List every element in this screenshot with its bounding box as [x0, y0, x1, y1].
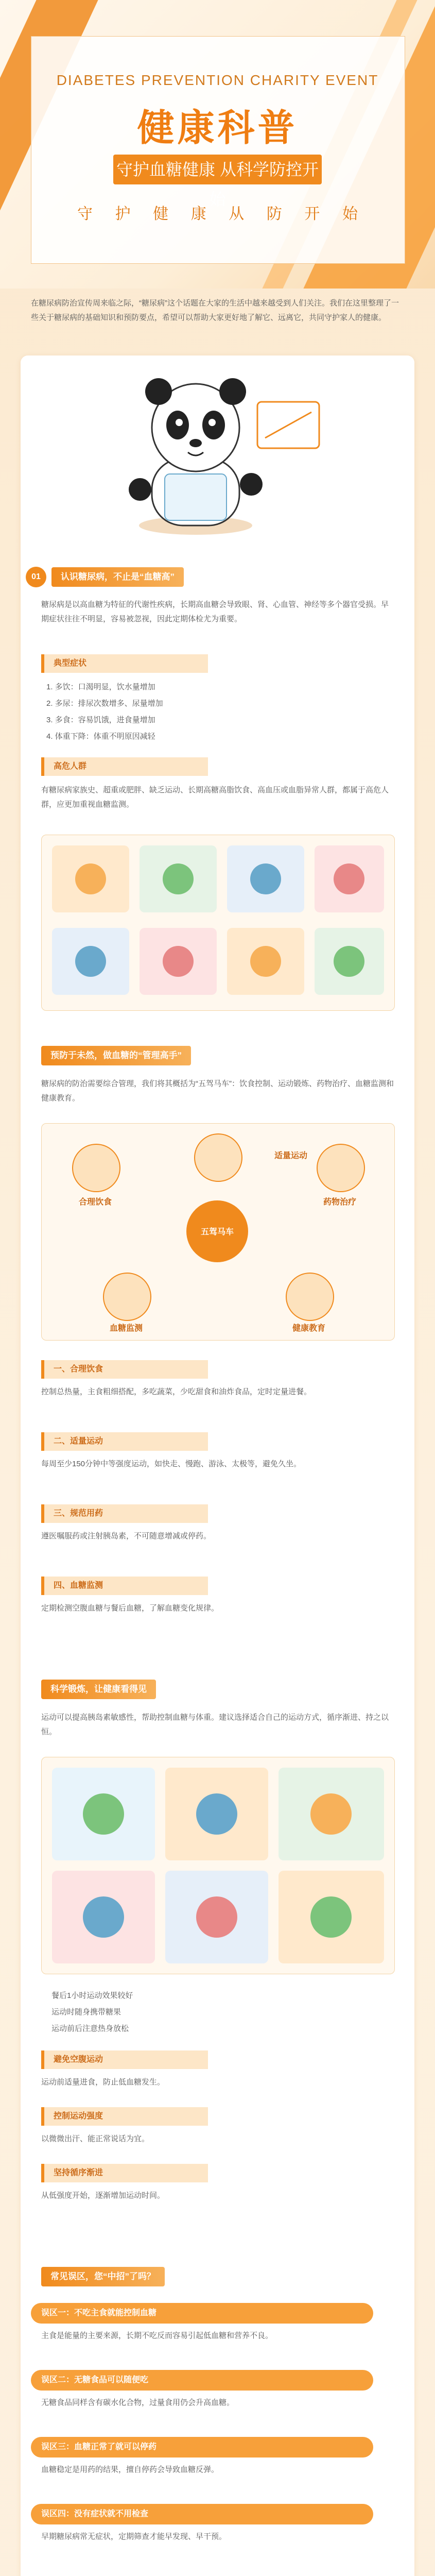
list-item: 4. 体重下降：体重不明原因减轻	[46, 732, 155, 741]
diagram-node	[103, 1273, 151, 1321]
myth-answer: 早期糖尿病常无症状，定期筛查才能早发现、早干预。	[41, 2532, 227, 2541]
diagram-node	[194, 1133, 242, 1182]
diagram-node-label: 合理饮食	[78, 1198, 112, 1207]
subheading-bar: 一、合理饮食	[41, 1360, 208, 1379]
section-text: 遵医嘱服药或注射胰岛素，不可随意增减或停药。	[41, 1532, 212, 1540]
subheading-bar: 典型症状	[41, 654, 208, 673]
illustration-group	[41, 835, 395, 1011]
diagram-node-label: 血糖监测	[109, 1324, 143, 1333]
list-item: 2. 多尿：排尿次数增多、尿量增加	[46, 699, 163, 708]
section-text: 糖尿病是以高血糖为特征的代谢性疾病，长期高血糖会导致眼、肾、心血管、神经等多个器官受损。早期症状往往不明显，容易被忽视，因此定期体检尤为重要。	[41, 600, 389, 623]
myth-question: 误区一：不吃主食就能控制血糖	[31, 2303, 373, 2324]
hero-chars	[77, 201, 358, 224]
subheading-bar: 三、规范用药	[41, 1504, 208, 1523]
exercise-illustration	[41, 1757, 395, 1974]
diagram-node-label: 适量运动	[274, 1151, 307, 1160]
section-text: 定期检测空腹血糖与餐后血糖，了解血糖变化规律。	[41, 1604, 219, 1613]
tip-item: 运动时随身携带糖果	[51, 2008, 121, 2016]
section-title: 科学锻炼，让健康看得见	[41, 1680, 156, 1699]
subheading-bar: 避免空腹运动	[41, 2050, 208, 2069]
diagram-node	[317, 1144, 365, 1192]
section-text: 糖尿病的防治需要综合管理，我们将其概括为“五驾马车”：饮食控制、运动锻炼、药物治疗、血糖监测和健康教育。	[41, 1079, 394, 1103]
hero	[0, 0, 435, 289]
myth-answer: 无糖食品同样含有碳水化合物，过量食用仍会升高血糖。	[41, 2398, 235, 2407]
hero-char: 守	[77, 206, 93, 223]
hero-char: 始	[342, 206, 358, 223]
myth-question: 误区三：血糖正常了就可以停药	[31, 2437, 373, 2458]
section-text: 从低强度开始，逐渐增加运动时间。	[41, 2191, 165, 2200]
section-number: 01	[26, 567, 46, 587]
subheading-bar: 坚持循序渐进	[41, 2164, 208, 2182]
section-title: 预防于未然，做血糖的“管理高手”	[41, 1046, 191, 1065]
subheading-bar: 四、血糖监测	[41, 1577, 208, 1595]
diagram-node	[286, 1273, 334, 1321]
hero-title: 健康科普	[137, 108, 298, 149]
hero-char: 护	[115, 206, 131, 223]
myth-answer: 血糖稳定是用药的结果，擅自停药会导致血糖反弹。	[41, 2465, 219, 2474]
list-item: 1. 多饮：口渴明显，饮水量增加	[46, 683, 155, 691]
tip-item: 餐后1小时运动效果较好	[51, 1991, 133, 2000]
hero-char: 从	[229, 206, 245, 223]
section-text: 运动可以提高胰岛素敏感性，帮助控制血糖与体重。建议选择适合自己的运动方式，循序渐进、持之以恒。	[41, 1713, 389, 1736]
hero-char: 康	[190, 206, 206, 223]
list-item: 3. 多食：容易饥饿，进食量增加	[46, 716, 155, 724]
myth-answer: 主食是能量的主要来源，长期不吃反而容易引起低血糖和营养不良。	[41, 2331, 273, 2340]
panda-illustration	[103, 371, 332, 546]
hero-char: 健	[153, 206, 169, 223]
diagram-center-label: 五驾马车	[200, 1228, 234, 1236]
hero-char: 防	[266, 206, 282, 223]
hero-subtitle-en: DIABETES PREVENTION CHARITY EVENT	[56, 72, 379, 88]
diagram-node-label: 健康教育	[292, 1324, 325, 1333]
myth-question: 误区二：无糖食品可以随便吃	[31, 2370, 373, 2391]
section-text: 有糖尿病家族史、超重或肥胖、缺乏运动、长期高糖高脂饮食、高血压或血脂异常人群，都属于高危人群，应更加重视血糖监测。	[41, 786, 389, 809]
hero-banner: 守护血糖健康 从科学防控开始	[113, 155, 322, 184]
section-text: 每周至少150分钟中等强度运动，如快走、慢跑、游泳、太极等，避免久坐。	[41, 1460, 302, 1468]
intro-text: 在糖尿病防治宣传周来临之际，“糖尿病”这个话题在大家的生活中越来越受到人们关注。我们在这里整理了一些关于糖尿病的基础知识和预防要点，希望可以帮助大家更好地了解它、远离它，共同守护家人的健康。	[31, 299, 399, 322]
subheading-bar: 控制运动强度	[41, 2107, 208, 2126]
section-title: 常见误区，您“中招”了吗？	[41, 2267, 165, 2286]
diagram-node	[72, 1144, 120, 1192]
subheading-bar: 高危人群	[41, 757, 208, 776]
section-text: 控制总热量，主食粗细搭配，多吃蔬菜，少吃甜食和油炸食品，定时定量进餐。	[41, 1387, 312, 1396]
myth-question: 误区四：没有症状就不用检查	[31, 2504, 373, 2524]
section-text: 运动前适量进食，防止低血糖发生。	[41, 2078, 165, 2087]
subheading-bar: 二、适量运动	[41, 1432, 208, 1451]
tip-item: 运动前后注意热身放松	[51, 2024, 129, 2033]
section-text: 以微微出汗、能正常说话为宜。	[41, 2134, 150, 2143]
diagram-node-label: 药物治疗	[323, 1198, 356, 1207]
section-title: 认识糖尿病，不止是“血糖高”	[51, 567, 184, 587]
hero-char: 开	[304, 206, 320, 223]
